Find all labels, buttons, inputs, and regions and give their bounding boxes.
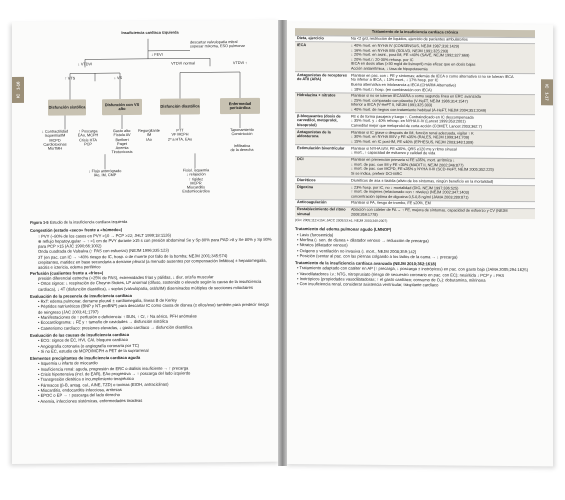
table-row-key: IECA xyxy=(295,42,349,72)
text-paragraph: ↑ PVY (~80% de los casos en PVY >10 → PCP >22; JHLT 1999;18:1126) xyxy=(38,232,172,239)
table-row xyxy=(295,92,535,115)
table-row-key: Hidralazina + nitratos xyxy=(295,92,349,113)
flowchart-sub-g: Taponamiento Constricción xyxy=(230,127,254,137)
flowchart-l2-a: ↑ VTS xyxy=(64,76,76,81)
text-paragraph: ⊕ reflujo hepatoyugular → ↑ >1 cm de PVY durante ≥15 s con presión abdominal Se y Sp 80% para PAD >8 y Se 80% y Sp 80% para PCP >15 (AJC 1990;66:1002) xyxy=(38,236,272,249)
table-row-key: Antagonistas de receptores de ATII (ARA) xyxy=(295,72,349,93)
text-paragraph: • Miocarditis, endocarditis infecciosa, arritmias xyxy=(38,386,122,393)
section-heading: Elementos precipitantes de insuficiencia cardíaca aguda xyxy=(30,355,141,361)
text-paragraph: • Manifestaciones de ↑ perfusión o deficiencia: ↑ BUN, ↑ Cr, ↑ Na sérico, PFH anómalas xyxy=(38,313,197,320)
box-systolic: Disfunción sistólica xyxy=(48,99,86,115)
list-item: • Morfina (↓ sen. de disnea + dilatador venoso → reducción de precarga) xyxy=(297,237,429,244)
table-row-key: Antagonistas de la aldosterona xyxy=(295,129,349,145)
figure-caption-label: Figura 1-5 xyxy=(30,219,49,225)
table-row-key: Anticoagulación xyxy=(295,199,349,206)
text-paragraph: • RxT: edema pulmonar, derrame pleural ± cardiomegalia, líneas B de Kerley xyxy=(38,297,177,304)
flowchart-sub-a: ↓ Contractilidad Isquemia/IM MCPD Cardiotoxinas MioTMH xyxy=(41,129,69,151)
section-heading: Tratamiento del edema pulmonar agudo (LMNOP) xyxy=(295,226,392,233)
table-row-value: Ablación con catéter de FA → ↑ FE, mejora de síntomas, capacidad de esfuerzo y CV (NEJM 2008;359:1778) xyxy=(349,207,535,219)
text-paragraph: 3T (en pac. con IC → ~40% riesgo de IC, hosp. o de muerte por fallo de la bomba; NEJM 2001;345:574) xyxy=(38,252,228,260)
flowchart-l2-c: VTDVI normal xyxy=(171,61,195,66)
table-row-value: Plantear si NYHA II/IV, FE ≤35%, QRS ≥120 ms y ritmo sinusal ↓ mort., ↑ capacidad de esfuerzo y calidad de vida xyxy=(349,145,535,158)
left-page xyxy=(12,20,280,464)
left-section-tab xyxy=(12,77,24,103)
text-paragraph: • Angiografía coronaria (o angiografía coronaria por TC) xyxy=(38,342,140,349)
text-paragraph: • ECG: signos de EC, HVI, CAI, bloqueo cardíaco xyxy=(38,337,128,344)
figure-caption xyxy=(30,218,272,225)
text-paragraph: • Si no EC, estudio de MCPD/MCPH a PET de la suprarrenal xyxy=(38,347,149,354)
table-row-key: Diuréticos xyxy=(295,177,349,184)
flowchart-sub-d: Regurgitante IM IAo xyxy=(138,128,160,142)
list-item: • Tratamiento adaptado con catéter en AP (↑ precarga, ↓ poscarga ± inotrópicos) en pac. con gasto bajo (JAMA 2005;294:1625) xyxy=(297,265,528,273)
text-paragraph: • EPOC o EP → ↑ poscarga del lado derecho xyxy=(38,392,120,398)
text-paragraph: • Anemia, infecciones sistémicas, enfermedades tiroideas xyxy=(38,397,143,404)
treatment-table-title: Tratamiento de la insuficiencia cardíaca crónica xyxy=(295,28,535,37)
table-row xyxy=(295,72,535,95)
list-item: • Lasix (furosemida) xyxy=(297,231,334,238)
flowchart-sub-i: Infiltrativa de la derecha xyxy=(230,143,254,153)
text-paragraph: • Péptidos natriuréticos (BNP y NT-proBNP) para descartar IC como causa de disnea (≥ ellos/eso) también para predecir riesgo de reingreso (JAC 2003;41:1797) xyxy=(38,302,269,315)
list-item: • Nitratos (dilatador venoso) xyxy=(297,242,348,248)
right-tab-page: 1-17 xyxy=(544,92,550,101)
table-row-value: Plantear si FA, riesgo de trombo, FE ≤20%, EM xyxy=(349,200,535,208)
text-paragraph: Perfusión (cualientes frente a «fríos») xyxy=(30,269,104,276)
box-pericardial: Enfermedad pericárdica xyxy=(220,98,260,114)
text-paragraph: • Insuficiencia renal: aguda, progresión de ERC o diálisis insuficiente → ↑ precarga xyxy=(38,365,189,372)
text-paragraph: • Transgresión dietética o incumplimiento terapéutico xyxy=(38,376,134,383)
table-row-value: Plantear en pac. con ↓ FE y síntomas; además de IECA o como alternativa si no se toleran IECA No inferior a IECA, ↓ 13% mort., ↓ 17% hosp. por IC Buena alternativa en intolerancia a IECA (CHARM-Alternative) ↓ 18% mort./↓ hosp. (en combinación con IECA) xyxy=(349,72,535,94)
table-row-key: Estimulación biventricular xyxy=(295,145,349,157)
right-section-tab xyxy=(541,79,553,105)
table-row-key: Restablecimiento del ritmo sinusal xyxy=(295,206,349,217)
text-paragraph: • Crisis hipertensiva (incl. de EAR), EAo progresiva → ↑ poscarga del lado izquierdo xyxy=(38,370,191,377)
table-row-value: ↓ 23% hosp. por IC, no ↓ mortalidad (DIG, NEJM 1997;336:525) ↑ mort. de mujeres (relacionado con ↑ niveles) (NEJM 2002;347:1403) concentración óptima de digoxina 0,5-0,8 ng/ml (JAMA 2003;289:871) xyxy=(349,184,535,202)
flowchart-l1-left: ↓ VTDVI xyxy=(77,62,93,67)
list-item: • Inotrópicos (propiedades vasodilatadoras; ↑ el gasto cardíaco; consumo de O₂): dobutamina, milrinona xyxy=(297,276,486,283)
right-page xyxy=(285,22,553,466)
flowchart-root-note: descartar valvulopatía mitral sopesar mixoma, ESO pulmonar xyxy=(190,40,245,49)
table-row-value: FE ≤ de forma pasajera y luego ↑. Contraindicado en IC descompensada ↓ 35% mort. y ↓ 40% rehosp. en NYHA II-IV (Lancet 1999;353:2001) Carvedilol mejor que metoprolol de corta acción (COMET, Lancet 2003;362:7) xyxy=(349,113,535,131)
text-paragraph: presión diferencial estrecha (<25% de PAS), extremidades frías y pálidas, ↓ diur, oriz/la muscular xyxy=(38,274,214,281)
book-spine xyxy=(278,20,287,466)
section-heading: Tratamiento de la insuficiencia cardíaca avanzada (NEJM 2010;362:1618) xyxy=(295,260,437,267)
table-row xyxy=(295,42,535,74)
list-item: • Vasodilatadores i.v.: NTG, nitroprusiato (riesgo de secuestro coronario en pac. con EC); nesiritida ↓ PCP y ↓ PAS xyxy=(297,270,505,278)
text-paragraph: • Fármacos (β-B, antag. cal., AINE, TZD) o toxinas (EtOH, antraciclinas) xyxy=(38,381,169,388)
section-heading: Evaluación de las causas de insuficiencia cardíaca xyxy=(30,331,129,338)
left-body-text xyxy=(30,226,272,404)
right-body-text xyxy=(295,226,535,288)
text-paragraph: • Ortos signos: ↓ respiración de Cheyne-Stokes, LP anormal (difuso, sostenido o elevado según la causa de la insuficiencia cardíaca), ↓ 4T (disfunción diastólica), ↓ soplos (valvulopatía, oráfs/IM) diseminados múltiples de secciones mitoclaires xyxy=(38,279,262,292)
flowchart-sub-c: Gasto alto: Fístula AV Beriberi Paget Anemia Tirotoxicosis xyxy=(111,128,133,155)
table-row-value: Na <2 g/d, restricción de líquidos, ejercicio de pacientes ambulatorios xyxy=(349,36,535,44)
section-heading: Evaluación de la presencia de insuficiencia cardíaca xyxy=(30,292,132,299)
table-row-value: Plantear si IC grave o después de IM, función renal adecuada, vigilar ↑ K ↓ 30% mort. en NYHA III/IV y FE ≤35% (RALES, NEJM 1999;341:709) ↓ 15% mort. en IC post-IM, FE ≤40% (EPHESUS, NEJM 2003;348:1309) xyxy=(349,129,535,147)
right-tab-label: IC xyxy=(544,83,550,89)
table-row xyxy=(295,156,535,179)
text-paragraph: • Ecocardiograma: ↓ FE y ↑ tamaño de cavidades → disfunción sistólica xyxy=(38,318,168,326)
open-book xyxy=(12,22,553,464)
flowchart-sub-h: ↓ Flujo anterógrado IAo, IM, CMP xyxy=(88,169,122,178)
text-paragraph: Congestión (estado «seco» frente a «húmedo») xyxy=(30,227,123,234)
heart-failure-flowchart xyxy=(30,28,266,218)
text-paragraph: crepitantes, matidez en base secundaria a derrame pleural (a menudo ausentes por compensación linfática) ± hepatomegalia, ascitis e ictericia, edema periférico xyxy=(38,257,267,271)
box-diastolic: Disfunción diastólica xyxy=(160,98,200,114)
table-row-value: Plantear en prevención primaria si FE ≤35%, mort. arrítmica ↓ ↓ mort. de pac. con IM y FE <30% (MADIT II, NEJM 2002;346:877) ↓ mort. de pac. con MCPD, FE ≤35% y NYHA II-III (SCD-HeFT, NEJM 2005;352:225) Si se indica, preferir DCI-MRC xyxy=(349,157,535,179)
table-row-key: DCI xyxy=(295,156,349,177)
table-row xyxy=(295,206,535,219)
flowchart-sub-e: PTT VF MCPH 2º a HTA, EAo xyxy=(167,128,193,142)
list-item: • Posición (sentar al pac. con las piernas colgando a los lados de la cama → ↓ precarga) xyxy=(297,252,458,260)
list-item: • Oxígeno y ventilación no invasiva (↓ mort., NEJM 2008;359:142) xyxy=(297,247,417,254)
text-paragraph: • Cateterismo cardíaco: presiones elevadas, ↓ gasto cardíaco → disfunción diastólica xyxy=(38,324,193,331)
flowchart-l1-right: ↓ FEVI xyxy=(151,52,163,57)
table-row-key: Digoxina xyxy=(295,183,349,199)
table-row-value: Plantear si no se toleran IECA/ARA o como segunda línea en ERC avanzada ↓ 25% mort. comparado con placebo (V-HeFT, NEJM 1986;314:1547) Inferior a IECA (V-HeFT II, NEJM 1991;325:303) ↓ 40% mort. de negros con tratamiento habitual (A-HeFT, NEJM 2004;351:2049) xyxy=(349,93,535,115)
flowchart-l2-b: ↓ VS xyxy=(113,76,123,81)
left-page-content xyxy=(30,26,272,404)
flowchart-l2-d: VTDVI ↑ xyxy=(232,60,248,66)
right-page-content xyxy=(295,28,535,289)
table-row-value: ↓ 40% mort. en NYHA IV (CONSENSUS, NEJM 1987;316:1429) ↓ 16% mort. en NYHA II/III (SOLVD, NEJM 1991;325:293) ↓ 20% mort. en asint., post-IM, FE <40% (SAVE, NEJM 1992;327:669) ↓ 20% mort./↓ 20-30% rehosp. por IC IECA en dosis altas (>30 mg/d de lisinopril) más eficaz que en dosis bajas Acción antiarrítmica, ↓ tasa de hipopotasemia xyxy=(349,42,535,73)
text-paragraph: • Isquemia u infarto de miocardio xyxy=(38,360,98,367)
table-row-key: β-bloqueantes (dosis de carvedilol, metoprolol, bisoprolol) xyxy=(295,113,349,129)
table-row-value: Diuréticos de asa ± tiazida (alivio de los síntomas, ningún beneficio en la mortalidad) xyxy=(349,177,535,185)
table-row-key: Dieta, ejercicio xyxy=(295,35,349,42)
flowchart-sub-b: ↑ Poscarga EAo, MCPH Crisis HTA PCP xyxy=(77,129,99,147)
list-item: • Con insuficiencia renal, considerar asistencia ventricular, trasplante cardíaco xyxy=(297,281,439,288)
box-high-output: Disfunción con VS alto xyxy=(102,99,142,115)
text-paragraph: Onda cuadrada de Valsalva (↑ PAS con esfuerzo) (NEJM 1996;335:123) xyxy=(38,248,169,255)
treatment-table xyxy=(295,28,535,219)
left-tab-label: IC xyxy=(15,94,21,99)
left-tab-page: 1-16 xyxy=(15,81,21,91)
flowchart-root: Insuficiencia cardíaca izquierda xyxy=(121,30,179,36)
table-footnote: (Circ 2005;112:e154; JACC 2009;53:e1; NEJM 2003;348:2007) xyxy=(295,218,388,223)
figure-caption-text: Estudio de la insuficiencia cardíaca izquierda xyxy=(49,218,128,225)
flowchart-sub-f: Fisiol. isquemia ↓ relajación ↑ rigidez MCPR Miocarditis Endomiocárdica xyxy=(182,168,210,194)
